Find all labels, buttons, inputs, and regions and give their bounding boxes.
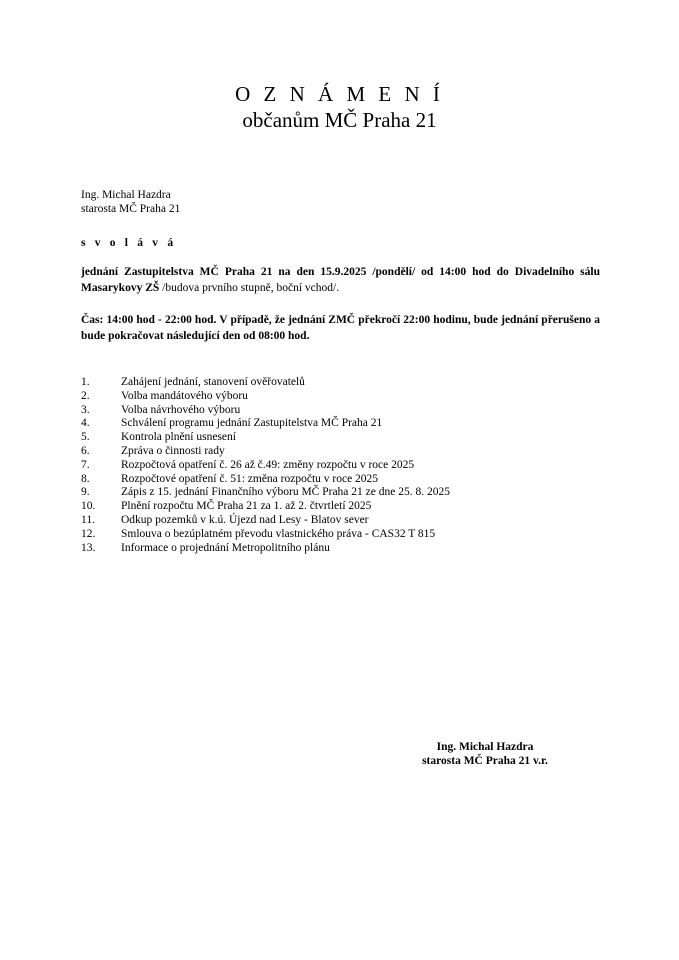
agenda-item-text: Odkup pozemků v k.ú. Újezd nad Lesy - Blatov sever [121, 513, 369, 526]
agenda-item-text: Rozpočtové opatření č. 51: změna rozpočtu v roce 2025 [121, 472, 379, 485]
agenda-item-number: 9. [81, 486, 90, 499]
agenda-item-number: 12. [81, 527, 96, 540]
agenda-item-number: 7. [81, 458, 90, 471]
agenda-item-text: Kontrola plnění usnesení [121, 431, 236, 444]
sender-block [81, 188, 180, 216]
agenda-item [81, 431, 450, 445]
meeting-details: jednání Zastupitelstva MČ Praha 21 na den 15.9.2025 /pondělí/ od 14:00 hod do Divadelního sálu Masarykovy ZŠ [81, 266, 600, 294]
agenda-list [81, 376, 450, 555]
agenda-item-text: Schválení programu jednání Zastupitelstva MČ Praha 21 [121, 417, 383, 430]
meeting-paragraph [81, 264, 600, 296]
agenda-item [81, 390, 450, 404]
sender-role: starosta MČ Praha 21 [81, 203, 181, 215]
agenda-item-text: Zápis z 15. jednání Finančního výboru MČ Praha 21 ze dne 25. 8. 2025 [121, 486, 450, 499]
agenda-item-text: Plnění rozpočtu MČ Praha 21 za 1. až 2. čtvrtletí 2025 [121, 500, 372, 513]
agenda-item-text: Zpráva o činnosti rady [121, 444, 225, 457]
agenda-item-number: 13. [81, 541, 96, 554]
document-subtitle: občanům MČ Praha 21 [242, 108, 437, 132]
agenda-item-number: 2. [81, 389, 90, 402]
agenda-item [81, 486, 450, 500]
agenda-item [81, 514, 450, 528]
agenda-item-text: Zahájení jednání, stanovení ověřovatelů [121, 376, 305, 388]
agenda-item-text: Rozpočtová opatření č. 26 až č.49: změny rozpočtu v roce 2025 [121, 458, 415, 471]
agenda-item [81, 500, 450, 514]
time-note: Čas: 14:00 hod - 22:00 hod. V případě, že jednání ZMČ překročí 22:00 hodinu, bude jednání přerušeno a bude pokračovat následující den od 08:00 hod. [81, 314, 600, 342]
agenda-item [81, 459, 450, 473]
agenda-item [81, 376, 450, 390]
sender-name: Ing. Michal Hazdra [81, 189, 171, 201]
agenda-item-number: 8. [81, 472, 90, 485]
agenda-item-text: Volba mandátového výboru [121, 389, 248, 402]
convenes-heading: s v o l á v á [81, 237, 177, 249]
agenda-item [81, 528, 450, 542]
agenda-item-number: 3. [81, 403, 90, 416]
agenda-item-number: 4. [81, 417, 90, 430]
agenda-item-text: Smlouva o bezúplatném převodu vlastnického práva - CAS32 T 815 [121, 527, 436, 540]
document-title: O Z N Á M E N Í [235, 82, 444, 106]
agenda-item [81, 542, 450, 556]
agenda-item-number: 1. [81, 376, 90, 388]
agenda-item [81, 404, 450, 418]
agenda-item [81, 417, 450, 431]
signature-role: starosta MČ Praha 21 v.r. [422, 755, 548, 767]
agenda-item-text: Volba návrhového výboru [121, 403, 241, 416]
meeting-location-note: /budova prvního stupně, boční vchod/. [159, 282, 340, 294]
agenda-item-number: 11. [81, 513, 95, 526]
agenda-item-number: 10. [81, 500, 96, 513]
agenda-item-number: 5. [81, 431, 90, 444]
signature-block [400, 740, 570, 768]
agenda-item-text: Informace o projednání Metropolitního plánu [121, 541, 330, 554]
signature-name: Ing. Michal Hazdra [436, 741, 534, 753]
agenda-item [81, 473, 450, 487]
agenda-item-number: 6. [81, 444, 90, 457]
agenda-item [81, 445, 450, 459]
